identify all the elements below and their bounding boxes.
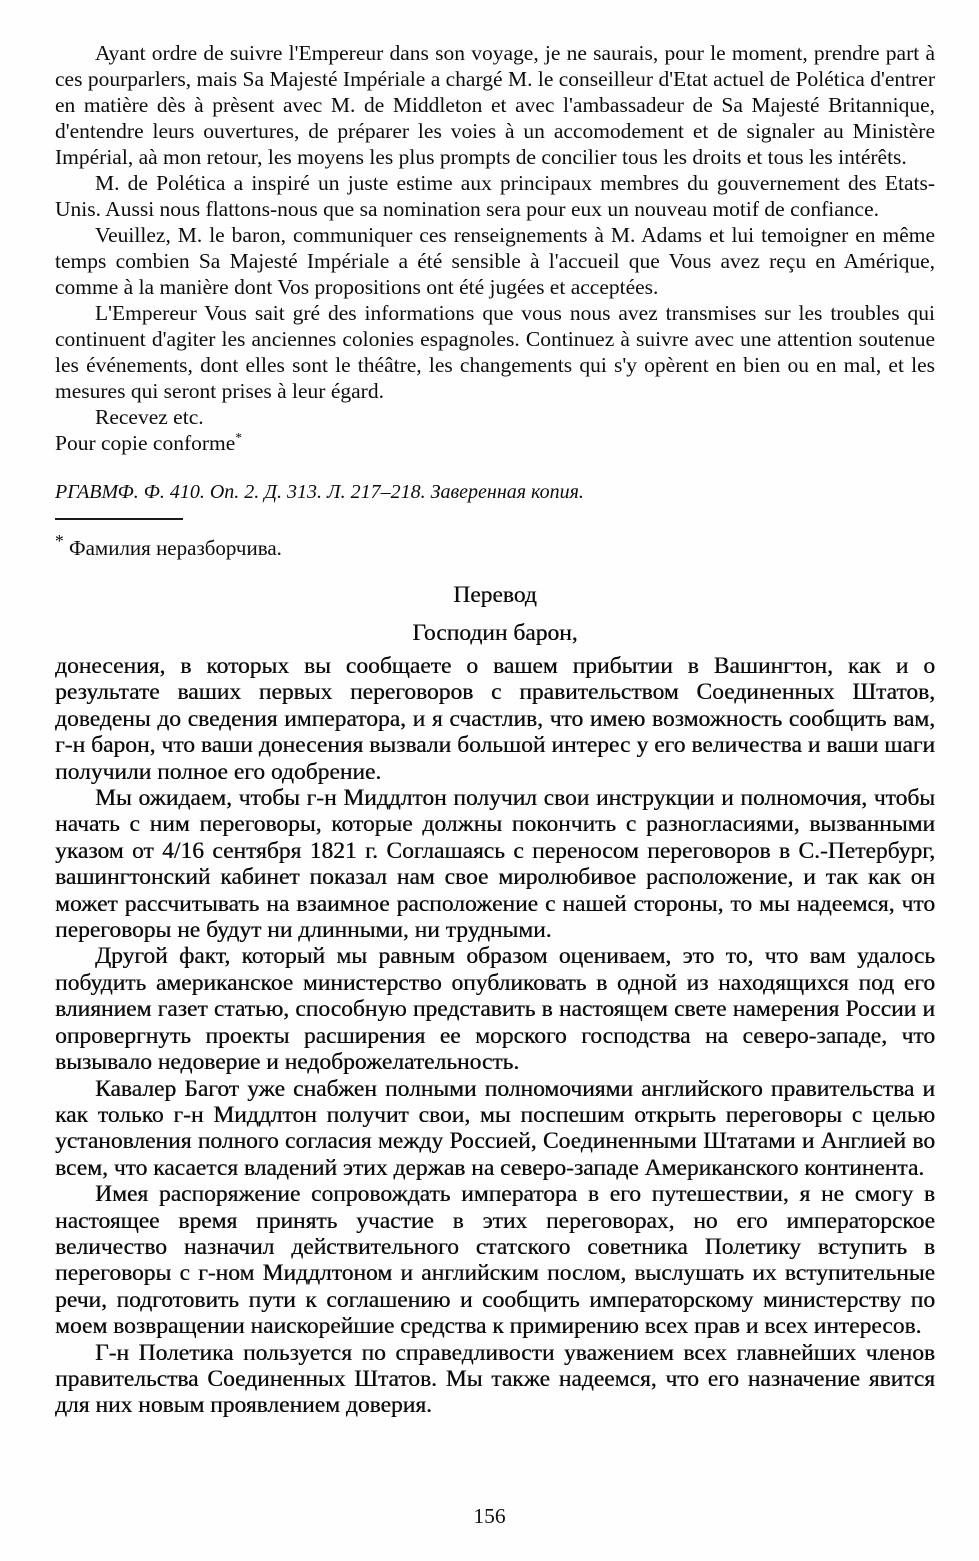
russian-paragraph: Кавалер Багот уже снабжен полными полномочиями английского правительства и как только г-н Миддлтон получит свои, мы поспешим открыть переговоры с целью установления полного согласия между Россией, Соединенными Штатами и Англией во всем, что касается владений этих держав на северо-западе Американского континента. [55,1075,935,1181]
closing-text: Pour copie conforme [55,431,236,455]
archive-citation: РГАВМФ. Ф. 410. Оп. 2. Д. 313. Л. 217–218. Заверенная копия. [55,481,584,503]
russian-translation-section [55,653,935,1419]
footnote-text: Фамилия неразборчива. [69,536,282,560]
letter-valediction: Recevez etc. [95,405,204,429]
salutation: Господин барон, [412,620,578,646]
french-paragraph: L'Empereur Vous sait gré des informations que vous nous avez transmises sur les troubles qui continuent d'agiter les anciennes colonies espagnoles. Continuez à suivre avec une attention soutenue les événements, dont elles sont le théâtre, les changements qui s'y opèrent en bien ou en mal, et les mesures qui seront prises à leur égard. [55,301,935,403]
french-paragraph: Ayant ordre de suivre l'Empereur dans son voyage, je ne saurais, pour le moment, prendre part à ces pourparlers, mais Sa Majesté Impériale a chargé M. le conseilleur d'Etat actuel de Polética d'entrer en matière dès à prèsent avec M. de Middleton et avec l'ambassadeur de Sa Majesté Britannique, d'entendre leurs ouvertures, de préparer les voies à un accomodement et de signaler au Ministère Impérial, aà mon retour, les moyens les plus prompts de concilier tous les droits et tous les intérêts. [55,41,935,169]
page-number: 156 [473,1504,506,1528]
footnote [55,528,935,561]
french-letter-section [55,40,935,456]
french-paragraph: M. de Polética a inspiré un juste estime aux principaux membres du gouvernement des Etats-Unis. Aussi nous flattons-nous que sa nomination sera pour eux un nouveau motif de confiance. [55,171,935,221]
translation-heading: Перевод [453,582,537,608]
footnote-divider [55,518,183,520]
french-paragraph: Veuillez, M. le baron, communiquer ces renseignements à M. Adams et lui temoigner en même temps combien Sa Majesté Impériale a été sensible à l'accueil que Vous avez reçu en Amérique, comme à la manière dont Vos propositions ont été jugées et acceptées. [55,223,935,299]
russian-paragraph: Другой факт, который мы равным образом оцениваем, это то, что вам удалось побудить американское министерство опубликовать в одной из находящихся под его влиянием газет статью, способную представить в настоящем свете намерения России и опровергнуть проекты расширения ее морского господства на северо-западе, что вызывало недоверие и недоброжелательность. [55,943,935,1076]
russian-paragraph: Г-н Полетика пользуется по справедливости уважением всех главнейших членов правительства Соединенных Штатов. Мы также надеемся, что его назначение явится для них новым проявлением доверия. [55,1339,935,1419]
russian-paragraph: Мы ожидаем, чтобы г-н Миддлтон получил свои инструкции и полномочия, чтобы начать с ним переговоры, которые должны покончить с разногласиями, вызванными указом от 4/16 сентября 1821 г. Соглашаясь с переносом переговоров в С.-Петербург, вашингтонский кабинет показал нам свое миролюбивое расположение, и так как он может рассчитывать на взаимное расположение с нашей стороны, то мы надеемся, что переговоры не будут ни длинными, ни трудными. [55,785,935,944]
russian-paragraph: донесения, в которых вы сообщаете о вашем прибытии в Вашингтон, как и о результате ваших первых переговоров с правительством Соединенных Штатов, доведены до сведения императора, и я счастлив, что имею возможность сообщить вам, г-н барон, что ваши донесения вызвали большой интерес у его величества и ваши шаги получили полное его одобрение. [55,653,935,785]
footnote-marker: * [55,531,64,551]
letter-closing-line [55,430,935,456]
footnote-reference-marker: * [235,429,242,445]
russian-paragraph: Имея распоряжение сопровождать императора в его путешествии, я не смогу в настоящее время принять участие в этих переговорах, но его императорское величество назначил действительного статского советника Полетику вступить в переговоры с г-ном Миддлтоном и английским послом, выслушать их вступительные речи, подготовить пути к соглашению и сообщить императорскому министерству по моем возвращении наискорейшие средства к примирению всех прав и всех интересов. [55,1181,935,1340]
